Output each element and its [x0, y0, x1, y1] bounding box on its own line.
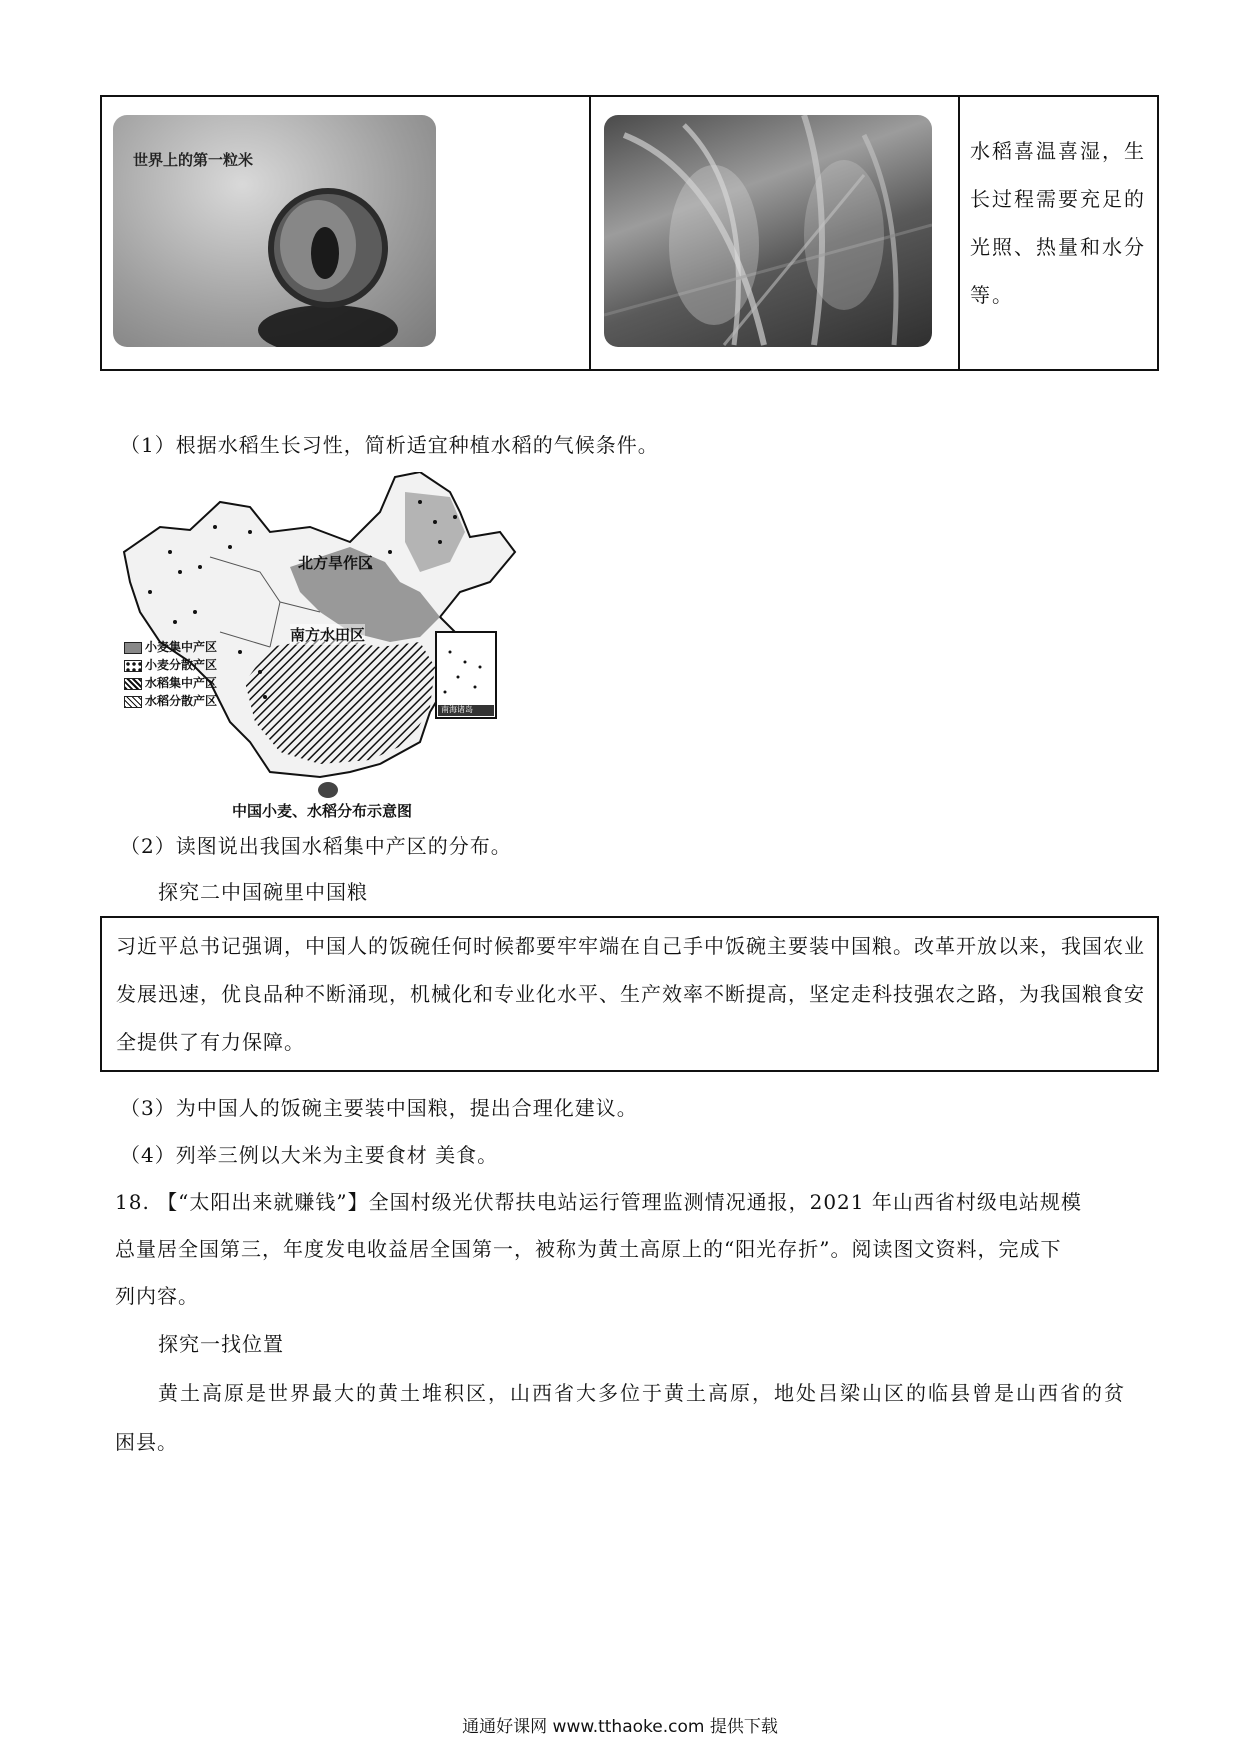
rice-panicles	[604, 115, 932, 347]
map-title: 中国小麦、水稻分布示意图	[232, 802, 413, 820]
question-18-line-1: 18. 【“太阳出来就赚钱”】全国村级光伏帮扶电站运行管理监测情况通报，2021 年山西省村级电站规模	[115, 1190, 1082, 1214]
question-18-line-2: 总量居全国第三，年度发电收益居全国第一，被称为黄土高原上的“阳光存折”。阅读图文资料，完成下	[115, 1237, 1062, 1261]
legend-swatch	[124, 678, 142, 690]
question-4: （4）列举三例以大米为主要食材 美食。	[120, 1143, 499, 1167]
rice-habit-text: 水稻喜温喜湿，生长过程需要充足的光照、热量和水分等。	[970, 139, 1146, 307]
legend-swatch	[124, 660, 142, 672]
legend-rice-scattered: 水稻分散产区	[124, 692, 217, 709]
table-divider	[589, 97, 591, 369]
paragraph-line-2: 困县。	[115, 1430, 178, 1454]
china-wheat-rice-map	[120, 472, 528, 824]
box-paragraph: 习近平总书记强调，中国人的饭碗任何时候都要牢牢端在自己手中饭碗主要装中国粮。改革开放以来，我国农业发展迅速，优良品种不断涌现，机械化和专业化水平、生产效率不断提高，坚定走科技强农之路，为我国粮食安全提供了有力保障。	[116, 934, 1145, 1054]
question-18-line-3: 列内容。	[115, 1284, 199, 1308]
top-table	[100, 95, 1159, 371]
legend-swatch	[124, 642, 142, 654]
photo-label: 世界上的第一粒米	[133, 151, 254, 169]
question-1: （1）根据水稻生长习性，简析适宜种植水稻的气候条件。	[120, 433, 659, 457]
first-rice-grain-photo	[113, 115, 436, 347]
inset-label: 南海诸岛	[441, 705, 473, 714]
question-3: （3）为中国人的饭碗主要装中国粮，提出合理化建议。	[120, 1096, 638, 1120]
region-north-label: 北方旱作区	[298, 554, 374, 572]
question-2: （2）读图说出我国水稻集中产区的分布。	[120, 834, 512, 858]
page-footer: 通通好课网 www.tthaoke.com 提供下载	[462, 1717, 778, 1737]
text-box	[100, 916, 1159, 1072]
rice-grain-sphere	[113, 115, 436, 347]
section-title: 探究二中国碗里中国粮	[158, 880, 368, 904]
legend-wheat-scattered: 小麦分散产区	[124, 656, 217, 673]
table-divider	[958, 97, 960, 369]
legend-swatch	[124, 696, 142, 708]
legend-rice-concentrated: 水稻集中产区	[124, 674, 217, 691]
region-south-label: 南方水田区	[290, 626, 366, 644]
legend-wheat-concentrated: 小麦集中产区	[124, 638, 217, 655]
section-title: 探究一找位置	[158, 1332, 284, 1356]
paragraph-line-1: 黄土高原是世界最大的黄土堆积区，山西省大多位于黄土高原，地处吕梁山区的临县曾是山西省的贫	[158, 1381, 1126, 1405]
rice-plant-photo	[604, 115, 932, 347]
